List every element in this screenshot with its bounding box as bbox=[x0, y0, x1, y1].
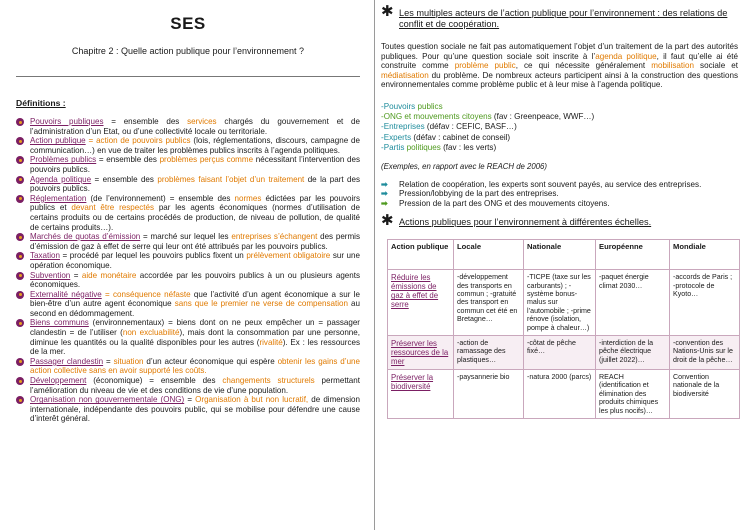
definition-item bbox=[16, 155, 360, 174]
text-run: = marché sur lequel les bbox=[140, 232, 232, 242]
text-run: (environnementaux) = biens dont on ne peux empêcher un = passager clandestin = de l’utiliser ( bbox=[30, 318, 360, 338]
definition-item bbox=[16, 318, 360, 356]
definition-term: Problèmes publics bbox=[30, 155, 97, 165]
definition-item bbox=[16, 251, 360, 270]
highlight-text: changements structurels bbox=[222, 376, 315, 386]
definition-item bbox=[16, 194, 360, 232]
highlight-text: obtenir les gains d’une action collective sans en avoir supporté les coûts. bbox=[30, 356, 361, 376]
highlight-text: -Pouvoirs bbox=[381, 101, 418, 111]
definition-item bbox=[16, 376, 360, 395]
actor-item bbox=[381, 122, 738, 132]
row-heading-cell: Réduire les émissions de gaz à effet de serre bbox=[388, 270, 454, 336]
definition-bullet-icon bbox=[16, 137, 24, 145]
definition-item bbox=[16, 175, 360, 194]
arrow-right-icon: ➡ bbox=[381, 198, 388, 208]
definition-bullet-icon bbox=[16, 396, 24, 404]
text-run: d’un acteur économique qui espère bbox=[143, 356, 278, 366]
text-run: ), mais dont la consommation par une personne, diminue les quantités ou la qualité disponibles pour les autres ( bbox=[30, 328, 360, 347]
definition-bullet-icon bbox=[16, 377, 24, 385]
highlight-text: problèmes faisant l’objet d’un traitement bbox=[157, 174, 305, 184]
text-run: édictées par les pouvoirs publics et bbox=[30, 193, 360, 213]
text-run: (lois, réglementations, discours, campagne de communication…) en vue de traiter les problèmes publics inscrits à l’agenda politiques. bbox=[30, 136, 361, 155]
definition-bullet-icon bbox=[16, 252, 24, 260]
highlight-text: Organisation à but non lucratif, bbox=[195, 395, 309, 405]
highlight-text: problème public bbox=[454, 61, 516, 71]
chapter-title: Chapitre 2 : Quelle action publique pour l’environnement ? bbox=[71, 46, 305, 56]
table-header-cell: Mondiale bbox=[670, 240, 740, 270]
right-page bbox=[375, 0, 750, 530]
text-run: (fav : Greenpeace, WWF…) bbox=[491, 112, 595, 122]
definition-bullet-icon bbox=[16, 272, 24, 280]
highlight-text: conséquence néfaste bbox=[113, 289, 191, 299]
table-header-row bbox=[388, 240, 740, 270]
table-cell: -action de ramassage des plastiques… bbox=[454, 336, 524, 370]
highlight-text: normes bbox=[234, 193, 262, 203]
divider bbox=[16, 76, 360, 77]
actor-item bbox=[381, 102, 738, 112]
definition-term: Développement bbox=[30, 376, 87, 386]
text-run: (défav : CEFIC, BASF…) bbox=[424, 122, 517, 132]
text-run: , il faut qu’elle ai été construite comme bbox=[381, 51, 738, 71]
highlight-text: -Entreprises bbox=[381, 122, 425, 132]
table-cell: -convention des Nations-Unis sur le droit de la pêche… bbox=[670, 336, 740, 370]
text-run: = ensemble des bbox=[91, 174, 158, 184]
highlight-text: médiatisation bbox=[381, 70, 429, 80]
actors-list bbox=[381, 102, 738, 153]
page-title: SES bbox=[170, 14, 206, 33]
table-row bbox=[388, 270, 740, 336]
row-heading-cell: Préserver la biodiversité bbox=[388, 370, 454, 419]
table-row bbox=[388, 336, 740, 370]
relation-item bbox=[381, 199, 738, 208]
table-header-cell: Européenne bbox=[596, 240, 670, 270]
highlight-text: = bbox=[85, 136, 97, 146]
actor-item bbox=[381, 133, 738, 143]
actor-item bbox=[381, 143, 738, 153]
definition-bullet-icon bbox=[16, 291, 24, 299]
definition-item bbox=[16, 136, 360, 155]
definition-term: Agenda politique bbox=[30, 174, 92, 184]
text-run: (de l’environnement) = ensemble des bbox=[86, 193, 235, 203]
table-cell: -paquet énergie climat 2030… bbox=[596, 270, 670, 336]
section-1-title-text: Les multiples acteurs de l’action publique pour l’environnement : des relations de conflit et de coopération. bbox=[399, 8, 728, 29]
table-cell: -interdiction de la pêche électrique (juillet 2022)… bbox=[596, 336, 670, 370]
table-header-cell: Nationale bbox=[524, 240, 596, 270]
text-run: ). Ex : les ressources de la mer. bbox=[30, 337, 360, 357]
table-body bbox=[388, 270, 740, 419]
highlight-text: rivalité bbox=[259, 337, 283, 347]
definition-item bbox=[16, 271, 360, 290]
relations-list bbox=[381, 180, 738, 208]
table-cell: REACH (identification et élimination des produits chimiques les plus nocifs)… bbox=[596, 370, 670, 419]
table-cell: -TICPE (taxe sur les carburants) ; -système bonus-malus sur l’automobile ; -prime rénove (isolation, pompe à chaleur…) bbox=[524, 270, 596, 336]
text-run: de dimension internationale, indépendante des pouvoirs public, qui se mobilise pour défendre une cause d’interêt général. bbox=[30, 395, 360, 424]
text-run: = ensemble des bbox=[96, 155, 160, 165]
highlight-text: = bbox=[101, 289, 114, 299]
text-run: du problème. De nombreux acteurs participent ainsi à la construction des questions environnementales comme problème public et à leur mise à l’agenda politique. bbox=[381, 70, 738, 90]
relation-text: Pression/lobbying de la part des entreprises. bbox=[399, 189, 559, 199]
arrow-right-icon: ➡ bbox=[381, 189, 388, 199]
text-run: = ensemble des bbox=[103, 117, 188, 126]
definition-bullet-icon bbox=[16, 358, 24, 366]
highlight-text: situation bbox=[113, 356, 144, 366]
highlight-text: action de pouvoirs publics bbox=[96, 136, 191, 146]
text-run: Toutes question sociale ne fait pas automatiquement l’objet d’un traitement de la part des autorités publiques. Pour qu’une question sociale soit inscrite à l’ bbox=[381, 42, 738, 61]
text-run: accordée par les pouvoirs publics à un ou plusieurs agents économiques. bbox=[30, 270, 361, 290]
actor-item bbox=[381, 112, 738, 122]
section-2-title bbox=[381, 212, 738, 230]
highlight-text: entreprises s’échangent bbox=[231, 232, 318, 242]
text-run: par les agents économiques (normes d’utilisation de certains produits ou de certains procédés de production, de niveau de pollution, de qualité de certains produits…). bbox=[30, 203, 361, 232]
definition-term: Passager clandestin bbox=[30, 356, 104, 366]
table-cell: -natura 2000 (parcs) bbox=[524, 370, 596, 419]
row-heading-cell: Préserver les ressources de la mer bbox=[388, 336, 454, 370]
text-run: = bbox=[103, 356, 114, 366]
section-1-title bbox=[381, 3, 738, 30]
highlight-text: politiques bbox=[406, 142, 441, 152]
actions-table bbox=[387, 239, 740, 419]
example-note: (Exemples, en rapport avec le REACH de 2006) bbox=[381, 161, 547, 171]
table-cell: Convention nationale de la biodiversité bbox=[670, 370, 740, 419]
definition-item bbox=[16, 117, 360, 136]
text-run: nécessitant l’intervention des pouvoirs publics. bbox=[30, 155, 361, 174]
text-run: = bbox=[70, 270, 82, 280]
definition-bullet-icon bbox=[16, 195, 24, 203]
definition-bullet-icon bbox=[16, 118, 24, 126]
relation-text: Relation de coopération, les experts sont souvent payés, au service des entreprises. bbox=[399, 179, 702, 189]
relation-item bbox=[381, 189, 738, 198]
definition-term: Marchés de quotas d’émission bbox=[30, 232, 141, 242]
highlight-text: agenda politique bbox=[595, 51, 657, 61]
table-row bbox=[388, 370, 740, 419]
highlight-text: -Partis bbox=[381, 142, 407, 152]
text-run: au second en dédommagement. bbox=[30, 299, 360, 318]
highlight-text: services bbox=[187, 117, 217, 126]
definition-term: Organisation non gouvernementale (ONG) bbox=[30, 395, 185, 405]
text-run: (défav : cabinet de conseil) bbox=[411, 132, 511, 142]
text-run: de la part des pouvoirs publics. bbox=[30, 174, 360, 194]
highlight-text: non excluabilité bbox=[122, 328, 180, 338]
definition-item bbox=[16, 395, 360, 424]
definition-term: Subvention bbox=[30, 270, 71, 280]
definition-item bbox=[16, 232, 360, 251]
definition-item bbox=[16, 357, 360, 376]
definition-bullet-icon bbox=[16, 176, 24, 184]
definition-item bbox=[16, 290, 360, 319]
definition-term: Pouvoirs publiques bbox=[30, 117, 104, 126]
table-cell: -côtat de pêche fixé… bbox=[524, 336, 596, 370]
section-2-title-text: Actions publiques pour l’environnement à différentes échelles. bbox=[399, 217, 652, 228]
definition-term: Taxation bbox=[30, 251, 60, 261]
highlight-text: problèmes perçus comme bbox=[159, 155, 254, 165]
definition-term: Biens communs bbox=[30, 318, 89, 328]
definition-bullet-icon bbox=[16, 233, 24, 241]
asterisk-icon: ✱ bbox=[381, 3, 394, 20]
table-cell: -développement des transports en commun ; -gratuité des transport en commun cet été en Bretagne… bbox=[454, 270, 524, 336]
definition-bullet-icon bbox=[16, 319, 24, 327]
text-run: , ce qui nécessite généralement bbox=[515, 61, 652, 71]
asterisk-icon: ✱ bbox=[381, 212, 394, 230]
text-run: sociale et bbox=[693, 61, 739, 71]
definition-bullet-icon bbox=[16, 156, 24, 164]
highlight-text: aide monétaire bbox=[81, 270, 137, 280]
intro-paragraph bbox=[381, 42, 738, 90]
definition-term: Action publique bbox=[30, 136, 86, 146]
text-run: chargés du gouvernement et de l’administration d’un Etat, ou d’une collectivité locale ou territoriale. bbox=[30, 117, 360, 136]
highlight-text: publics bbox=[417, 101, 443, 111]
text-run: des permis d’émission de gaz à effet de serre qui leur ont été attribués par les pouvoirs publics. bbox=[30, 232, 360, 251]
definition-term: Réglementation bbox=[30, 193, 87, 203]
table-cell: -paysannerie bio bbox=[454, 370, 524, 419]
text-run: permettant l’amélioration du niveau de vie et des conditions de vie d’une population. bbox=[30, 376, 360, 395]
highlight-text: prélèvement obligatoire bbox=[246, 251, 331, 261]
arrow-right-icon: ➡ bbox=[381, 179, 388, 189]
highlight-text: sans que le premier ne verse de compensation bbox=[174, 299, 348, 309]
text-run: = bbox=[184, 395, 196, 405]
definitions-heading: Définitions : bbox=[16, 98, 66, 108]
text-run: que l’activité d’un agent économique a sur le bien-être d’un autre agent économique bbox=[30, 289, 361, 309]
highlight-text: -ONG et mouvements citoyens bbox=[381, 112, 492, 122]
text-run: = procédé par lequel les pouvoirs publics fixent un bbox=[59, 251, 247, 261]
relation-text: Pression de la part des ONG et des mouvements citoyens. bbox=[399, 198, 610, 208]
table-header-cell: Action publique bbox=[388, 240, 454, 270]
text-run: (économique) = ensemble des bbox=[86, 376, 223, 386]
highlight-text: -Experts bbox=[381, 132, 412, 142]
table-cell: -accords de Paris ; -protocole de Kyoto… bbox=[670, 270, 740, 336]
table-header-cell: Locale bbox=[454, 240, 524, 270]
text-run: sur une opération économique. bbox=[30, 251, 360, 270]
text-run: (fav : les verts) bbox=[440, 142, 497, 152]
definition-term: Externalité négative bbox=[30, 289, 102, 299]
highlight-text: devant être respectés bbox=[71, 203, 154, 213]
definitions-list bbox=[16, 117, 360, 424]
relation-item bbox=[381, 180, 738, 189]
highlight-text: mobilisation bbox=[651, 61, 694, 71]
